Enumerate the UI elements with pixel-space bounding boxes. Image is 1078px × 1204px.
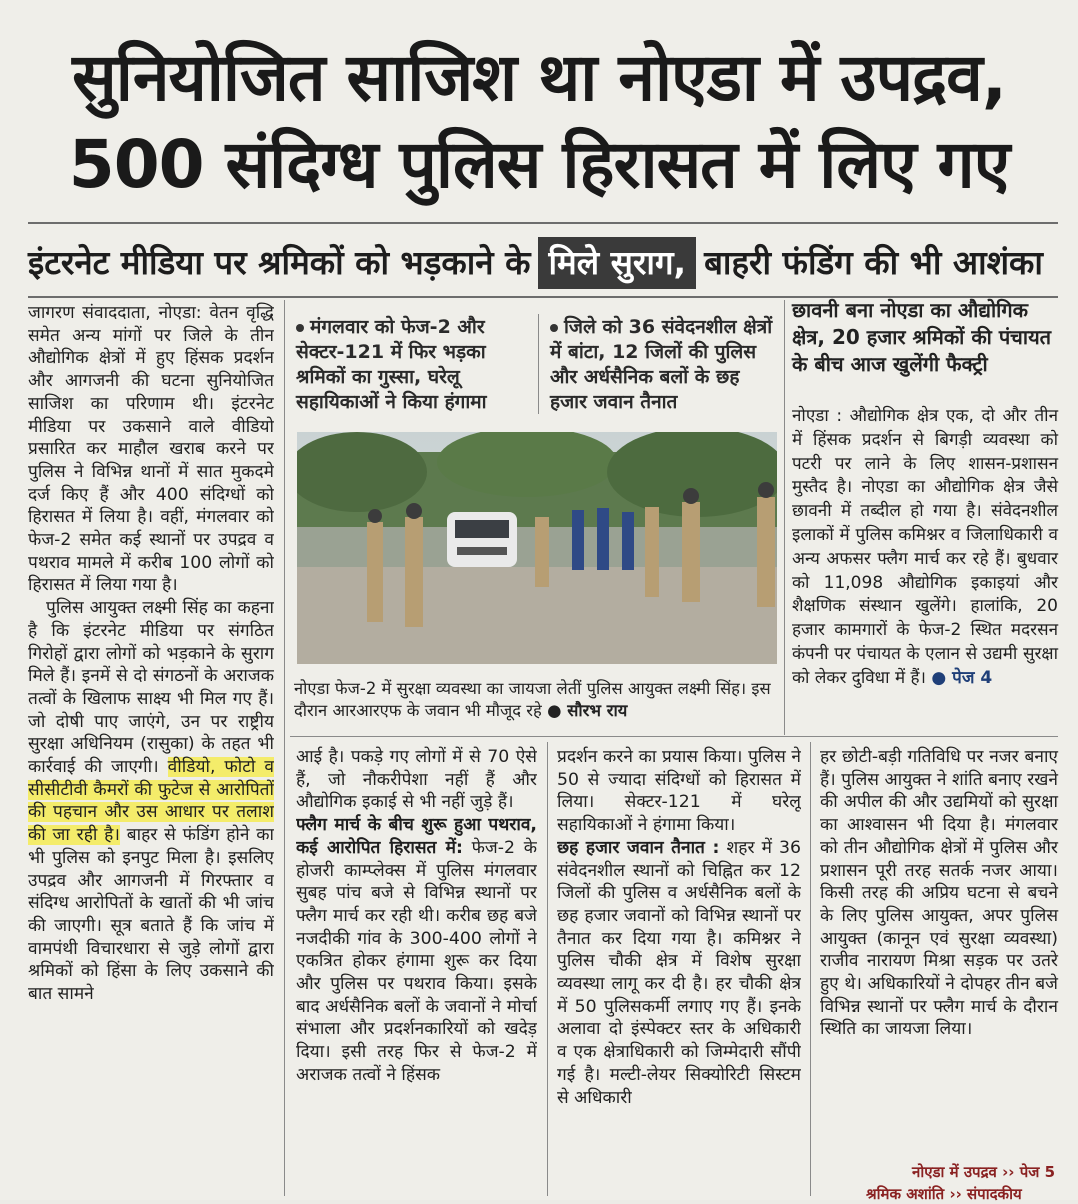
column-3: प्रदर्शन करने का प्रयास किया। पुलिस ने 50 से ज्यादा संदिग्धों को हिरासत में लिया। सेक्टर-121 में घरेलू सहायिकाओं ने हंगामा किया। छह हजार जवान तैनात : शहर में 36 संवेदनशील स्थानों को चिह्नित कर 12 जिलों की पुलिस व अर्धसैनिक बलों के छह हजार जवानों को विभिन्न स्थानों पर तैनात कर दिया गया है। कमिश्नर ने पुलिस चौकी क्षेत्र में विशेष सुरक्षा व्यवस्था लागू कर दी है। हर चौकी क्षेत्र में 50 पुलिसकर्मी लगाए गए हैं। इनके अलावा दो इंस्पेक्टर स्तर के अधिकारी व एक क्षेत्राधिकारी को जिम्मेदारी सौंपी गई है। मल्टी-लेयर सिक्योरिटी सिस्टम से अधिकारी	[557, 747, 801, 1108]
divider-side	[784, 300, 785, 735]
headline-rule	[28, 222, 1058, 224]
photo-credit: ● सौरभ राय	[547, 701, 628, 720]
bullet-icon	[296, 324, 304, 332]
divider-col1	[284, 300, 285, 1196]
column-4: हर छोटी-बड़ी गतिविधि पर नजर बनाए हैं। पुलिस आयुक्त ने शांति बनाए रखने की अपील की और उद्यमियों को सुरक्षा का आश्वासन भी दिया है। मंगलवार को तीन औद्योगिक क्षेत्रों में पुलिस और प्रशासन पूरी तरह सतर्क नजर आया। किसी तरह की अप्रिय घटना से बचने के लिए पुलिस आयुक्त, अपर पुलिस आयुक्त (कानून एवं सुरक्षा व्यवस्था) राजीव नारायण मिश्रा सड़क पर उतरे हुए थे। अधिकारियों ने दोपहर तीन बजे विभिन्न स्थानों पर फ्लैग मार्च के दौरान स्थिति का जायजा लिया।	[820, 747, 1058, 1040]
subheadline	[28, 233, 1058, 293]
news-photo-image	[297, 432, 777, 664]
col1-para-1: जागरण संवाददाता, नोएडा: वेतन वृद्धि समेत अन्य मांगों पर जिले के तीन औद्योगिक क्षेत्रों में हुए हिंसक प्रदर्शन और आगजनी की घटना सुनियोजित साजिश का परिणाम थी। इंटरनेट मीडिया पर उकसाने वाले वीडियो प्रसारित कर माहौल खराब करने पर पुलिस ने विभिन्न थानों में सात मुकदमे दर्ज किए हैं और 400 संदिग्धों को हिरासत में लिया है। वहीं, मंगलवार को फेज-2 समेत कई स्थानों पर उपद्रव व पथराव मामले में करीब 100 लोगों को हिरासत में लिया गया है।	[28, 303, 274, 596]
col3-subhead: छह हजार जवान तैनात :	[557, 837, 720, 858]
subhead-post: बाहरी फंडिंग की भी आशंका	[704, 243, 1043, 282]
divider-col2	[547, 742, 548, 1196]
blurb-2: जिले को 36 संवेदनशील क्षेत्रों में बांटा, 12 जिलों की पुलिस और अर्धसैनिक बलों के छह हजार जवान तैनात	[550, 316, 773, 413]
col1-highlight: वीडियो, फोटो व सीसीटीवी कैमरों की फुटेज से आरोपितों की पहचान और उस आधार पर तलाश की जा रही है।	[28, 757, 274, 846]
col2-subhead: फ्लैग मार्च के बीच शुरू हुआ पथराव, कई आरोपित हिरासत में:	[296, 815, 537, 858]
divider-blurbs	[538, 314, 539, 414]
col1-para-2: पुलिस आयुक्त लक्ष्मी सिंह का कहना है कि इंटरनेट मीडिया पर संगठित गिरोहों द्वारा लोगों को भड़काने के सुराग मिले हैं। इनमें से दो संगठनों के अराजक तत्वों के खिलाफ साक्ष्य भी मिल गए हैं। जो दोषी पाए जाएंगे, उन पर राष्ट्रीय सुरक्षा अधिनियम (रासुका) के तहत भी कार्रवाई की जाएगी। वीडियो, फोटो व सीसीटीवी कैमरों की फुटेज से आरोपितों की पहचान और उस आधार पर तलाश की जा रही है। बाहर से फंडिंग होने का भी पुलिस को इनपुट मिला है। इसलिए उपद्रव और आगजनी में गिरफ्तार व संदिग्ध आरोपितों के खातों की भी जांच की जाएगी। सूत्र बताते हैं कि जांच में वामपंथी विचारधारा से जुड़े लोगों द्वारा श्रमिकों को हिंसा के लिए उकसाने की बात सामने	[28, 598, 274, 1005]
headline-line-1: सुनियोजित साजिश था नोएडा में उपद्रव,	[72, 39, 1006, 116]
sidebar-body: नोएडा : औद्योगिक क्षेत्र एक, दो और तीन में हिंसक प्रदर्शन से बिगड़ी व्यवस्था को पटरी पर लाने के लिए शासन-प्रशासन मुस्तैद है। नोएडा का औद्योगिक क्षेत्र जैसे छावनी में तब्दील हो गया है। संवेदनशील इलाकों में पुलिस कमिश्नर व जिलाधिकारी व अन्य अफसर फ्लैग मार्च कर रहे हैं। बुधवार को 11,098 औद्योगिक इकाइयां और शैक्षणिक संस्थान खुलेंगे। हालांकि, 20 हजार कामगारों के फेज-2 स्थित मदरसन कंपनी पर पंचायत के एलान से उद्यमी सुरक्षा को लेकर दुविधा में हैं। ● पेज 4	[792, 406, 1058, 688]
cross-ref-1[interactable]: नोएडा में उपद्रव ›› पेज 5	[912, 1163, 1056, 1181]
subhead-boxed: मिले सुराग,	[538, 237, 696, 289]
column-2: आई है। पकड़े गए लोगों में से 70 ऐसे हैं, जो नौकरीपेशा नहीं हैं और औद्योगिक इकाई से भी नहीं जुड़े हैं। फ्लैग मार्च के बीच शुरू हुआ पथराव, कई आरोपित हिरासत में: फेज-2 के होजरी काम्प्लेक्स में पुलिस मंगलवार सुबह पांच बजे से विभिन्न स्थानों पर फ्लैग मार्च कर रही थी। करीब छह बजे नजदीकी गांव के 300-400 लोगों ने एकत्रित होकर हंगामा शुरू कर दिया और पुलिस पर पथराव किया। इसके बाद अर्धसैनिक बलों के जवानों ने मोर्चा संभाला और प्रदर्शनकारियों को खदेड़ दिया। इसी तरह फिर से फेज-2 में अराजक तत्वों ने हिंसक	[296, 747, 537, 1085]
sidebar-title: छावनी बना नोएडा का औद्योगिक क्षेत्र, 20 हजार श्रमिकों की पंचायत के बीच आज खुलेंगी फैक्ट्री	[792, 298, 1052, 376]
headline-line-2: 500 संदिग्ध पुलिस हिरासत में लिए गए	[68, 126, 1010, 203]
divider-lower	[290, 736, 1058, 737]
sidebar-page-ref[interactable]: ● पेज 4	[931, 667, 993, 688]
subhead-pre: इंटरनेट मीडिया पर श्रमिकों को भड़काने के	[28, 243, 531, 282]
photo-caption: नोएडा फेज-2 में सुरक्षा व्यवस्था का जायजा लेतीं पुलिस आयुक्त लक्ष्मी सिंह। इस दौरान आरआरएफ के जवान भी मौजूद रहे ● सौरभ राय	[294, 679, 771, 720]
cross-ref-2[interactable]: श्रमिक अशांति ›› संपादकीय	[866, 1185, 1022, 1203]
column-1	[28, 302, 274, 1198]
divider-col3	[810, 742, 811, 1196]
bullet-icon	[550, 324, 558, 332]
blurb-1: मंगलवार को फेज-2 और सेक्टर-121 में फिर भड़का श्रमिकों का गुस्सा, घरेलू सहायिकाओं ने किया हंगामा	[296, 316, 487, 413]
news-photo	[297, 432, 777, 664]
